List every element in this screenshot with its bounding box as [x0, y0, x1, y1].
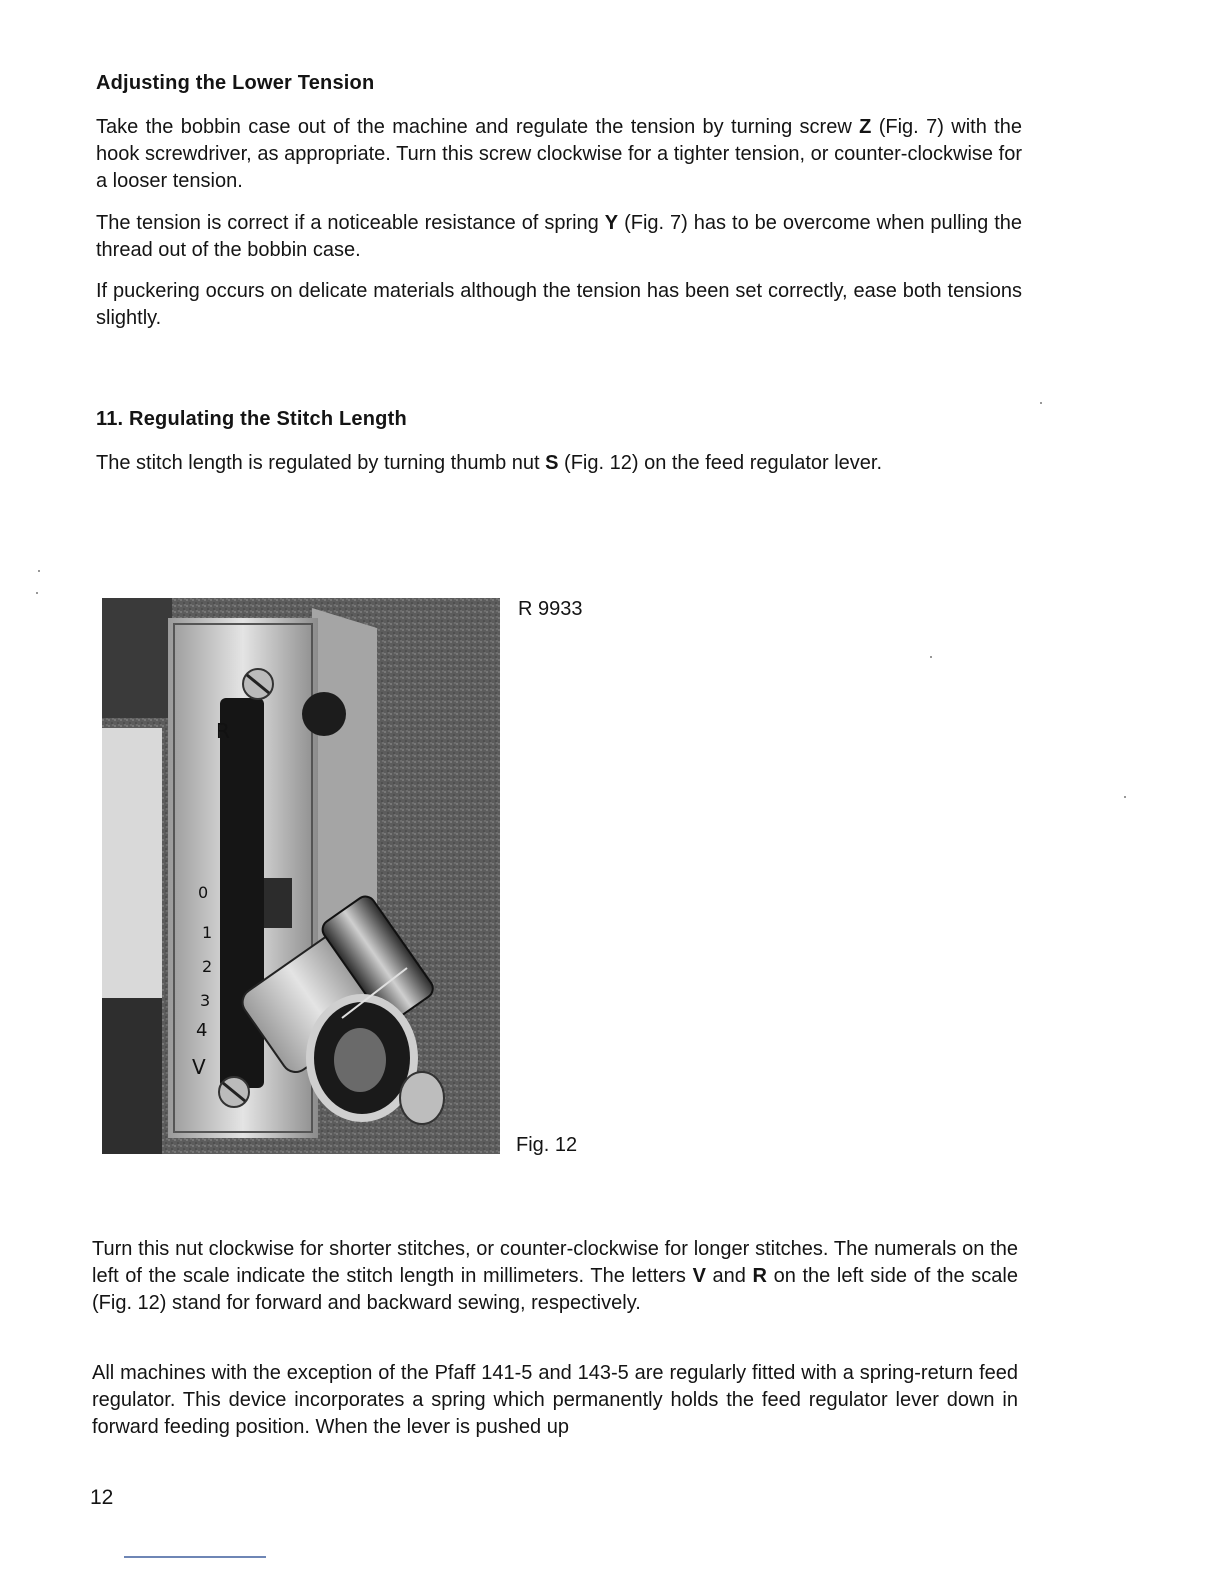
scale-numeral-3: 3: [200, 991, 211, 1010]
bottom-rule: [124, 1556, 266, 1558]
text-run: Take the bobbin case out of the machine and regulate the tension by turning screw: [96, 116, 860, 138]
figure-reference-code: R 9933: [518, 598, 583, 620]
spring-label-y: Y: [604, 212, 619, 234]
text-run: Turn this nut clockwise for shorter stitches, or counter-clockwise for longer stitches. The numerals on the left of the scale indicate the stitch length in millimeters. The letters: [92, 1238, 1018, 1287]
scan-speck: [1040, 402, 1042, 404]
screw-label-z: Z: [859, 116, 872, 138]
text-run: (Fig. 7) with the hook screwdriver, as appropriate. Turn this screw clockwise for a tighter tension, or counter-clockwise for a looser tension.: [96, 116, 1022, 192]
letter-v: V: [692, 1265, 706, 1287]
section-heading-stitch-length: 11. Regulating the Stitch Length: [96, 408, 407, 430]
scale-letter-v: V: [192, 1055, 206, 1079]
letter-r: R: [752, 1265, 767, 1287]
scale-letter-r: R: [216, 719, 230, 743]
text-run: The tension is correct if a noticeable resistance of spring: [96, 212, 605, 234]
paragraph-stitch-regulation: [96, 450, 1022, 477]
scale-numeral-4: 4: [196, 1020, 208, 1041]
paragraph-tension-correct: [96, 210, 1022, 264]
paragraph-spring-return: All machines with the exception of the Pfaff 141-5 and 143-5 are regularly fitted with a spring-return feed regulator. This device incorporates a spring which permanently holds the feed regulator lever down in forward feeding position. When the lever is pushed up: [92, 1362, 1018, 1438]
figure-caption: Fig. 12: [516, 1134, 578, 1156]
section-heading-lower-tension: Adjusting the Lower Tension: [96, 72, 375, 94]
text-run: (Fig. 12) on the feed regulator lever.: [558, 452, 883, 474]
scan-speck: [38, 570, 40, 572]
scale-numeral-0: 0: [198, 883, 209, 902]
scale-numeral-1: 1: [202, 923, 213, 942]
text-run: and: [705, 1265, 753, 1287]
thumb-nut-label-s: S: [545, 452, 559, 474]
scale-numeral-2: 2: [202, 957, 213, 976]
paragraph-nut-direction: [92, 1236, 1018, 1317]
text-run: on the left side of the scale (Fig. 12) stand for forward and backward sewing, respectively.: [92, 1265, 1018, 1314]
paragraph-bobbin-case: [96, 114, 1022, 195]
paragraph-puckering: If puckering occurs on delicate materials although the tension has been set correctly, ease both tensions slightly.: [96, 280, 1022, 329]
text-run: The stitch length is regulated by turning thumb nut: [96, 452, 546, 474]
page-number: 12: [90, 1486, 114, 1509]
feed-regulator-photo: [102, 598, 500, 1154]
scan-speck: [1124, 796, 1126, 798]
scan-speck: [36, 592, 38, 594]
scan-speck: [930, 656, 932, 658]
text-run: (Fig. 7) has to be overcome when pulling the thread out of the bobbin case.: [96, 212, 1023, 261]
